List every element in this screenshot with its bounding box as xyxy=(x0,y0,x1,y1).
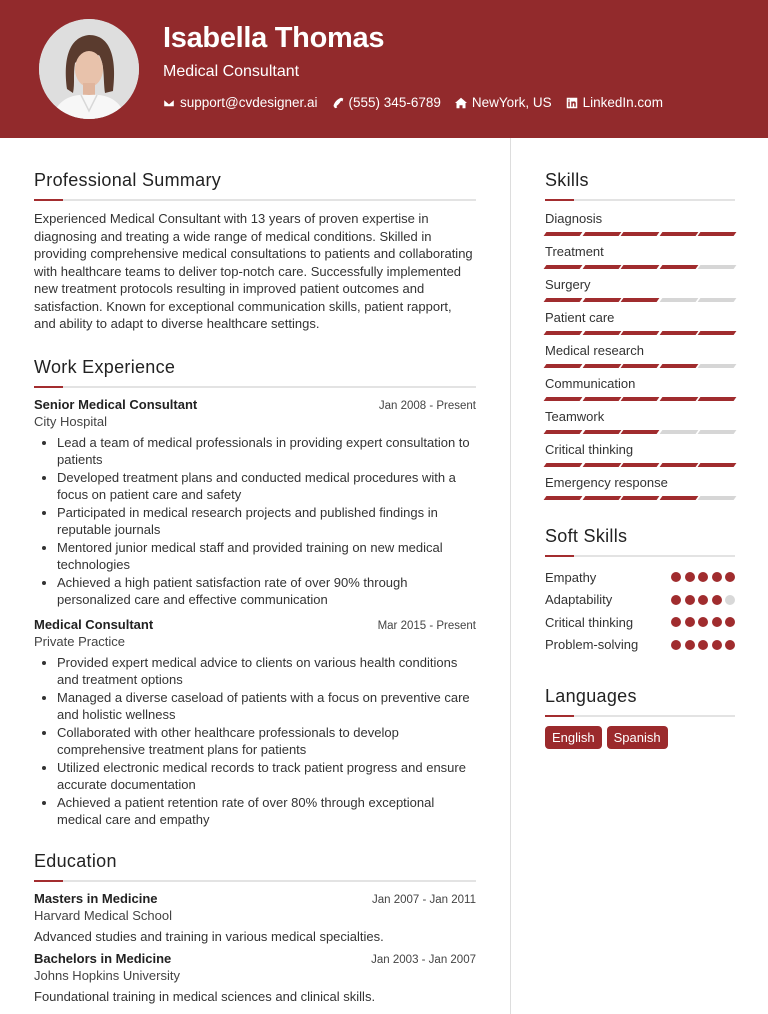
rating-dot-icon xyxy=(725,595,735,605)
summary-text: Experienced Medical Consultant with 13 years of proven expertise in diagnosing and treating a wide range of medical conditions. Skilled in providing comprehensive medical consultations to patients and collaborating with healthcare teams to deliver top-notch care. Successfully implemented new treatment protocols resulting in improved patient outcomes and satisfaction. Known for exceptional communication skills, patient rapport, and ability to adapt to diverse healthcare settings. xyxy=(34,211,473,331)
rating-dot-icon xyxy=(685,595,695,605)
skill-item xyxy=(545,342,735,368)
skill-bar-segment xyxy=(582,298,621,302)
section-rule xyxy=(545,715,735,717)
skill-bar-segment xyxy=(582,232,621,236)
skill-bar-segment xyxy=(659,232,698,236)
skill-bar-segment xyxy=(698,463,737,467)
skill-bar-segment xyxy=(544,463,583,467)
bullet-item: Managed a diverse caseload of patients with a focus on preventive care and holistic wellness xyxy=(57,689,476,724)
education-desc: Foundational training in medical sciences and clinical skills. xyxy=(34,988,376,1004)
skill-item xyxy=(545,408,735,434)
skill-bar-segment xyxy=(621,364,660,368)
skill-bar-segment xyxy=(698,232,737,236)
job-role: Medical Consultant xyxy=(34,616,154,632)
skill-name: Medical research xyxy=(545,343,644,358)
skill-level-bars xyxy=(545,463,735,467)
skill-bar-segment xyxy=(582,364,621,368)
section-title: Skills xyxy=(545,170,589,190)
skill-item xyxy=(545,309,735,335)
skill-bar-segment xyxy=(621,430,660,434)
language-tag: Spanish xyxy=(607,726,668,749)
bullet-item: Developed treatment plans and conducted medical procedures with a focus on patient care and safety xyxy=(57,469,476,504)
skill-item xyxy=(545,276,735,302)
soft-skill-item xyxy=(545,589,735,612)
soft-skill-rating xyxy=(671,595,735,605)
job-bullets xyxy=(34,654,476,829)
bullet-item: Lead a team of medical professionals in providing expert consultation to patients xyxy=(57,434,476,469)
skill-name: Treatment xyxy=(545,244,604,259)
soft-skill-item xyxy=(545,634,735,657)
skill-bar-segment xyxy=(698,331,737,335)
education-entry xyxy=(34,891,476,944)
education-date: Jan 2007 - Jan 2011 xyxy=(371,893,476,906)
rating-dot-icon xyxy=(671,572,681,582)
skill-name: Communication xyxy=(545,376,636,391)
skill-item xyxy=(545,375,735,401)
contact-location xyxy=(455,95,552,110)
experience-section xyxy=(34,357,476,829)
soft-skill-name: Critical thinking xyxy=(545,614,634,630)
skill-bar-segment xyxy=(659,265,698,269)
rating-dot-icon xyxy=(698,572,708,582)
job-org: City Hospital xyxy=(34,413,107,429)
skill-bar-segment xyxy=(582,496,621,500)
soft-skill-name: Adaptability xyxy=(545,592,613,608)
skill-name: Surgery xyxy=(545,277,591,292)
job-bullets xyxy=(34,434,476,609)
skill-bar-segment xyxy=(621,496,660,500)
column-divider xyxy=(510,138,511,1014)
rating-dot-icon xyxy=(698,640,708,650)
soft-skills-section xyxy=(545,526,735,656)
skill-level-bars xyxy=(545,265,735,269)
section-rule xyxy=(545,555,735,557)
rating-dot-icon xyxy=(698,595,708,605)
soft-skill-rating xyxy=(671,572,735,582)
skill-bar-segment xyxy=(659,298,698,302)
summary-section xyxy=(34,170,476,333)
contact-phone[interactable] xyxy=(332,95,441,110)
skill-bar-segment xyxy=(698,430,737,434)
section-title: Languages xyxy=(545,686,637,706)
linkedin-icon xyxy=(566,97,578,109)
skill-bar-segment xyxy=(698,397,737,401)
email-text: support@cvdesigner.ai xyxy=(180,95,318,110)
avatar xyxy=(39,19,139,119)
skill-level-bars xyxy=(545,496,735,500)
skills-section xyxy=(545,170,735,500)
rating-dot-icon xyxy=(725,572,735,582)
languages-list xyxy=(545,726,735,749)
candidate-title: Medical Consultant xyxy=(163,63,300,80)
rating-dot-icon xyxy=(685,617,695,627)
education-date: Jan 2003 - Jan 2007 xyxy=(371,953,476,966)
section-rule xyxy=(34,386,476,388)
rating-dot-icon xyxy=(671,617,681,627)
skill-level-bars xyxy=(545,397,735,401)
skill-name: Diagnosis xyxy=(545,211,603,226)
section-rule xyxy=(34,199,476,201)
phone-icon xyxy=(332,97,344,109)
bullet-item: Collaborated with other healthcare professionals to develop comprehensive treatment plans for patients xyxy=(57,724,476,759)
rating-dot-icon xyxy=(712,595,722,605)
rating-dot-icon xyxy=(712,572,722,582)
job-date: Jan 2008 - Present xyxy=(378,399,476,412)
job-org: Private Practice xyxy=(34,633,126,649)
skill-bar-segment xyxy=(621,463,660,467)
skill-bar-segment xyxy=(698,265,737,269)
job-entry xyxy=(34,617,476,829)
degree: Masters in Medicine xyxy=(34,890,158,906)
skill-bar-segment xyxy=(582,397,621,401)
skill-bar-segment xyxy=(544,397,583,401)
skills-list xyxy=(545,210,735,500)
skill-bar-segment xyxy=(544,298,583,302)
rating-dot-icon xyxy=(725,617,735,627)
soft-skill-item xyxy=(545,611,735,634)
rating-dot-icon xyxy=(698,617,708,627)
rating-dot-icon xyxy=(685,572,695,582)
skill-bar-segment xyxy=(544,265,583,269)
education-desc: Advanced studies and training in various medical specialties. xyxy=(34,928,384,944)
soft-skill-name: Empathy xyxy=(545,569,597,585)
languages-section xyxy=(545,686,735,749)
rating-dot-icon xyxy=(685,640,695,650)
bullet-item: Participated in medical research projects and published findings in reputable journals xyxy=(57,504,476,539)
skill-bar-segment xyxy=(659,463,698,467)
candidate-name: Isabella Thomas xyxy=(163,22,385,54)
skill-name: Emergency response xyxy=(545,475,668,490)
skill-bar-segment xyxy=(698,496,737,500)
section-title: Professional Summary xyxy=(34,170,222,190)
skill-bar-segment xyxy=(544,364,583,368)
skill-bar-segment xyxy=(659,496,698,500)
school: Harvard Medical School xyxy=(34,907,173,923)
rating-dot-icon xyxy=(712,640,722,650)
phone-text: (555) 345-6789 xyxy=(348,95,441,110)
soft-skill-rating xyxy=(671,617,735,627)
skill-bar-segment xyxy=(544,331,583,335)
skill-name: Teamwork xyxy=(545,409,605,424)
section-title: Work Experience xyxy=(34,356,176,377)
bullet-item: Achieved a patient retention rate of over 80% through exceptional medical care and empathy xyxy=(57,794,476,829)
envelope-icon xyxy=(163,97,175,109)
degree: Bachelors in Medicine xyxy=(34,950,172,966)
bullet-item: Provided expert medical advice to clients on various health conditions and treatment options xyxy=(57,654,476,689)
sidebar-column xyxy=(545,170,735,749)
bullet-item: Achieved a high patient satisfaction rate of over 90% through personalized care and effective communication xyxy=(57,574,476,609)
soft-skills-list xyxy=(545,566,735,656)
skill-bar-segment xyxy=(659,331,698,335)
skill-bar-segment xyxy=(659,430,698,434)
language-tag: English xyxy=(545,726,602,749)
job-entry xyxy=(34,397,476,609)
skill-level-bars xyxy=(545,364,735,368)
skill-bar-segment xyxy=(621,397,660,401)
skill-bar-segment xyxy=(621,232,660,236)
skill-item xyxy=(545,441,735,467)
rating-dot-icon xyxy=(671,640,681,650)
skill-bar-segment xyxy=(621,331,660,335)
section-rule xyxy=(545,199,735,201)
skill-bar-segment xyxy=(582,430,621,434)
resume-header xyxy=(0,0,768,138)
contact-linkedin[interactable] xyxy=(566,95,663,110)
soft-skill-item xyxy=(545,566,735,589)
skill-bar-segment xyxy=(582,463,621,467)
rating-dot-icon xyxy=(671,595,681,605)
school: Johns Hopkins University xyxy=(34,967,180,983)
skill-bar-segment xyxy=(621,265,660,269)
soft-skill-rating xyxy=(671,640,735,650)
skill-bar-segment xyxy=(621,298,660,302)
main-column xyxy=(34,170,476,1011)
skill-item xyxy=(545,210,735,236)
skill-level-bars xyxy=(545,331,735,335)
profile-photo-icon xyxy=(39,19,139,119)
job-role: Senior Medical Consultant xyxy=(34,396,198,412)
bullet-item: Utilized electronic medical records to track patient progress and ensure accurate documentation xyxy=(57,759,476,794)
skill-name: Patient care xyxy=(545,310,615,325)
linkedin-text: LinkedIn.com xyxy=(582,95,663,110)
home-icon xyxy=(455,97,467,109)
section-title: Education xyxy=(34,850,117,871)
contact-email[interactable] xyxy=(163,95,318,110)
rating-dot-icon xyxy=(725,640,735,650)
skill-bar-segment xyxy=(659,364,698,368)
skill-item xyxy=(545,243,735,269)
skill-bar-segment xyxy=(582,265,621,269)
skill-level-bars xyxy=(545,430,735,434)
skill-bar-segment xyxy=(698,364,737,368)
section-rule xyxy=(34,880,476,882)
skill-level-bars xyxy=(545,298,735,302)
job-date: Mar 2015 - Present xyxy=(377,619,476,632)
education-section xyxy=(34,851,476,1004)
education-entry xyxy=(34,951,476,1004)
skill-bar-segment xyxy=(544,430,583,434)
skill-bar-segment xyxy=(544,232,583,236)
bullet-item: Mentored junior medical staff and provided training on new medical technologies xyxy=(57,539,476,574)
section-title: Soft Skills xyxy=(545,526,628,546)
rating-dot-icon xyxy=(712,617,722,627)
skill-bar-segment xyxy=(582,331,621,335)
skill-level-bars xyxy=(545,232,735,236)
soft-skill-name: Problem-solving xyxy=(545,637,639,653)
skill-name: Critical thinking xyxy=(545,442,634,457)
skill-bar-segment xyxy=(544,496,583,500)
skill-bar-segment xyxy=(698,298,737,302)
skill-bar-segment xyxy=(659,397,698,401)
skill-item xyxy=(545,474,735,500)
location-text: NewYork, US xyxy=(471,95,552,110)
contact-bar xyxy=(163,95,663,110)
